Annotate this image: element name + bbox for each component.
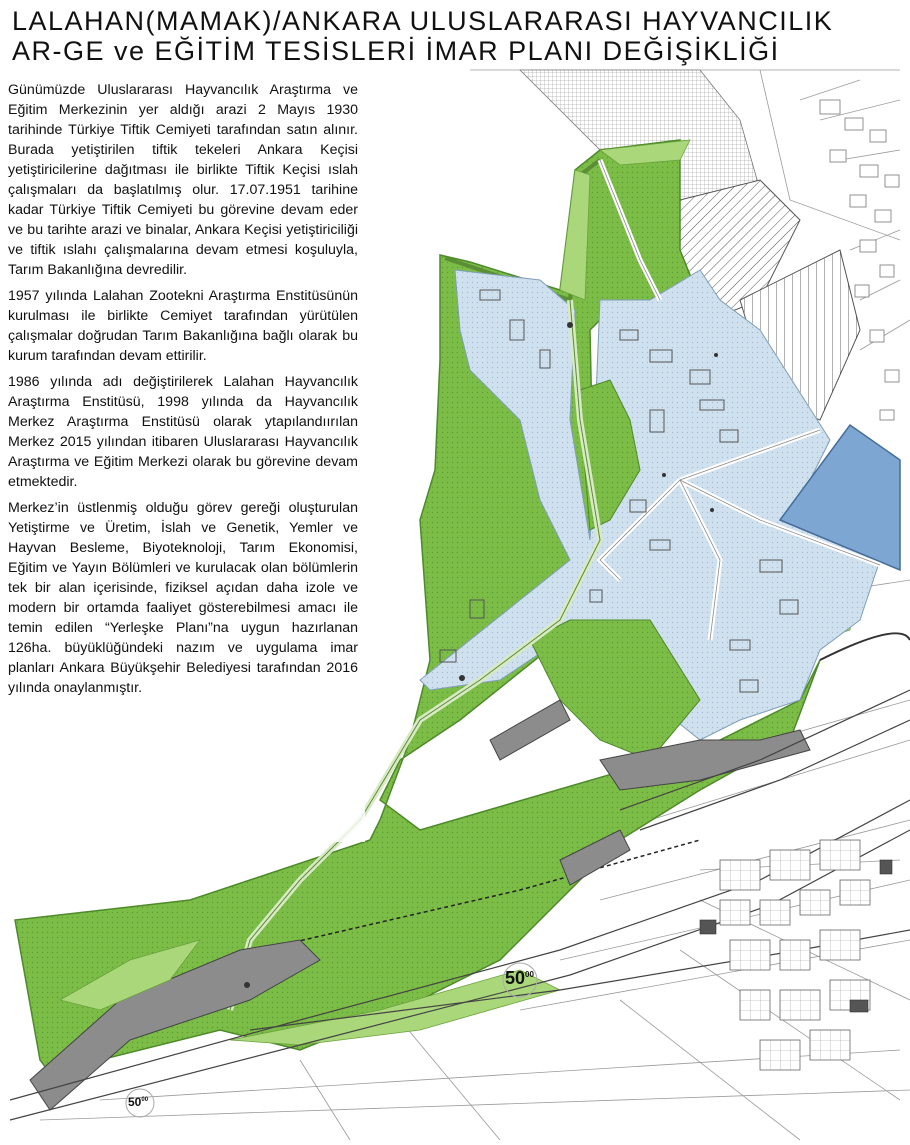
road-label-main-value: 50 bbox=[505, 968, 526, 988]
page-title bbox=[12, 6, 833, 66]
light-green-strip-west bbox=[560, 170, 590, 300]
title-line-2: AR-GE ve EĞİTİM TESİSLERİ İMAR PLANI DEĞİŞİKLİĞİ bbox=[12, 36, 780, 66]
title-line-1: LALAHAN(MAMAK)/ANKARA ULUSLARARASI HAYVANCILIK bbox=[12, 6, 834, 36]
road-label-main-sup: 00 bbox=[525, 970, 534, 979]
road-label-lower bbox=[128, 1095, 148, 1109]
paragraph-3: 1986 yılında adı değiştirilerek Lalahan Hayvancılık Araştırma Enstitüsü, 1998 yılında da Hayvancılık Merkez Araştırma Enstitüsü olarak ytapılandıırılan Merkez 2015 yılından itibaren Uluslararası Hayvancılık Araştırma ve Eğitim Merkezi olarak bu görevine devam etmektedir. bbox=[8, 374, 358, 490]
paragraph-2: 1957 yılında Lalahan Zootekni Araştırma Enstitüsünün kurulması ile birlikte Cemiyet tarafından yürütülen çalışmalar doğrudan Tarım Bakanlığına bağlı olarak bu kurum tarafından devam ettirilir. bbox=[8, 288, 358, 364]
description-text bbox=[8, 80, 358, 704]
road-label-lower-sup: 00 bbox=[141, 1097, 149, 1103]
road-label-main bbox=[505, 968, 534, 989]
road-label-lower-value: 50 bbox=[128, 1095, 142, 1109]
paragraph-1: Günümüzde Uluslararası Hayvancılık Araştırma ve Eğitim Merkezinin yer aldığı arazi 2 Mayıs 1930 tarihinde Türkiye Tiftik Cemiyeti tarafından satın alınır. Burada yetiştirilen tiftik tekeleri Ankara Keçisi yetiştiricilerine dağıtması ile birlikte Tiftik Keçisi ıslah çalışmaları da başlatılmış olur. 17.07.1951 tarihine kadar Türkiye Tiftik Cemiyeti bu görevine devam eder ve bu tarihte arazi ve binalar, Ankara Keçisi yetiştiriciliği ve tiftik ıslahı çalışmalarına devam etmesi koşuluyla, Tarım Bakanlığına devredilir. bbox=[8, 82, 358, 278]
paragraph-4: Merkez’in üstlenmiş olduğu görev gereği oluşturulan Yetiştirme ve Üretim, İslah ve Genetik, Yemler ve Hayvan Besleme, Biyoteknoloji, Tarım Ekonomisi, Eğitim ve Yayın Bölümleri ve kurulacak olan bölümlerin tek bir alan içerisinde, fiziksel açıdan daha izole ve modern bir ortamda faaliyet gösterebilmesi amacı ile temin edilen “Yerleşke Planı”na uygun hazırlanan 126ha. büyüklüğündeki nazım ve uygulama imar planları Ankara Büyükşehir Belediyesi tarafından 2016 yılında onaylanmıştır. bbox=[8, 500, 358, 696]
road-segment-1 bbox=[490, 700, 570, 760]
southeast-blocks bbox=[720, 840, 870, 1070]
